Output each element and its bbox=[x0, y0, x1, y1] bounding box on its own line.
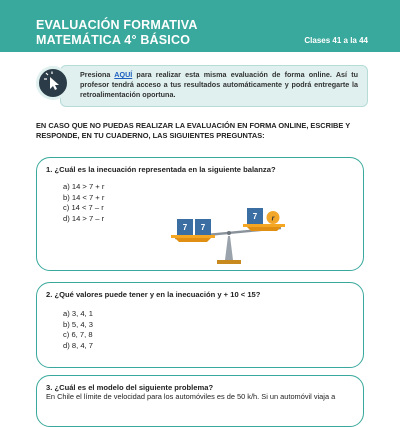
online-notice bbox=[36, 64, 368, 108]
question-3-text: En Chile el límite de velocidad para los automóviles es de 50 k/h. Si un automóvil viaja a bbox=[46, 392, 336, 401]
question-1-title: 1. ¿Cuál es la inecuación representada en la siguiente balanza? bbox=[46, 165, 276, 174]
classes-label: Clases 41 a la 44 bbox=[304, 36, 368, 45]
scale-post bbox=[225, 236, 233, 260]
scale-base bbox=[217, 260, 241, 264]
question-3-box bbox=[36, 375, 364, 427]
option-d[interactable]: d) 8, 4, 7 bbox=[63, 340, 93, 350]
question-2-title: 2. ¿Qué valores puede tener y en la inecuación y + 10 < 15? bbox=[46, 290, 261, 299]
block-7-left-1-label: 7 bbox=[182, 223, 188, 232]
question-3-title: 3. ¿Cuál es el modelo del siguiente problema? bbox=[46, 383, 214, 392]
option-a[interactable]: a) 3, 4, 1 bbox=[63, 309, 93, 318]
question-2-options bbox=[63, 309, 93, 351]
balance-scale-figure bbox=[169, 202, 289, 268]
block-7-left-2-label: 7 bbox=[200, 223, 206, 232]
option-a[interactable]: a) 14 > 7 + r bbox=[63, 182, 105, 191]
option-d[interactable]: d) 14 > 7 – r bbox=[63, 213, 105, 223]
ball-r-label: r bbox=[271, 215, 275, 223]
block-7-right-label: 7 bbox=[252, 212, 258, 221]
option-b[interactable]: b) 5, 4, 3 bbox=[63, 319, 93, 329]
left-tray bbox=[171, 235, 215, 238]
right-tray bbox=[243, 224, 285, 227]
question-1-options bbox=[63, 182, 104, 224]
question-2-box bbox=[36, 282, 364, 368]
option-c[interactable]: c) 14 < 7 – r bbox=[63, 203, 104, 212]
instructions: EN CASO QUE NO PUEDAS REALIZAR LA EVALUACIÓN EN FORMA ONLINE, ESCRIBE Y RESPONDE, EN TU CUADERNO, LAS SIGUIENTES PREGUNTAS: bbox=[36, 121, 350, 140]
option-c[interactable]: c) 6, 7, 8 bbox=[63, 330, 93, 339]
page-header bbox=[0, 0, 400, 52]
title-line-2: MATEMÁTICA 4° BÁSICO bbox=[36, 33, 191, 47]
option-b[interactable]: b) 14 < 7 + r bbox=[63, 192, 105, 202]
right-tray-base bbox=[247, 227, 281, 231]
title-line-1: EVALUACIÓN FORMATIVA bbox=[36, 18, 198, 32]
question-1-box bbox=[36, 157, 364, 271]
online-evaluation-link[interactable]: AQUÍ bbox=[114, 70, 133, 79]
click-cursor-icon bbox=[36, 66, 70, 100]
scale-pivot bbox=[227, 231, 231, 235]
left-tray-base bbox=[175, 238, 211, 242]
notice-text: Presiona AQUÍ para realizar esta misma evaluación de forma online. Así tu profesor tendrá acceso a tus resultados automáticamente y podrá entregarte la retroalimentación oportuna. bbox=[80, 70, 358, 99]
